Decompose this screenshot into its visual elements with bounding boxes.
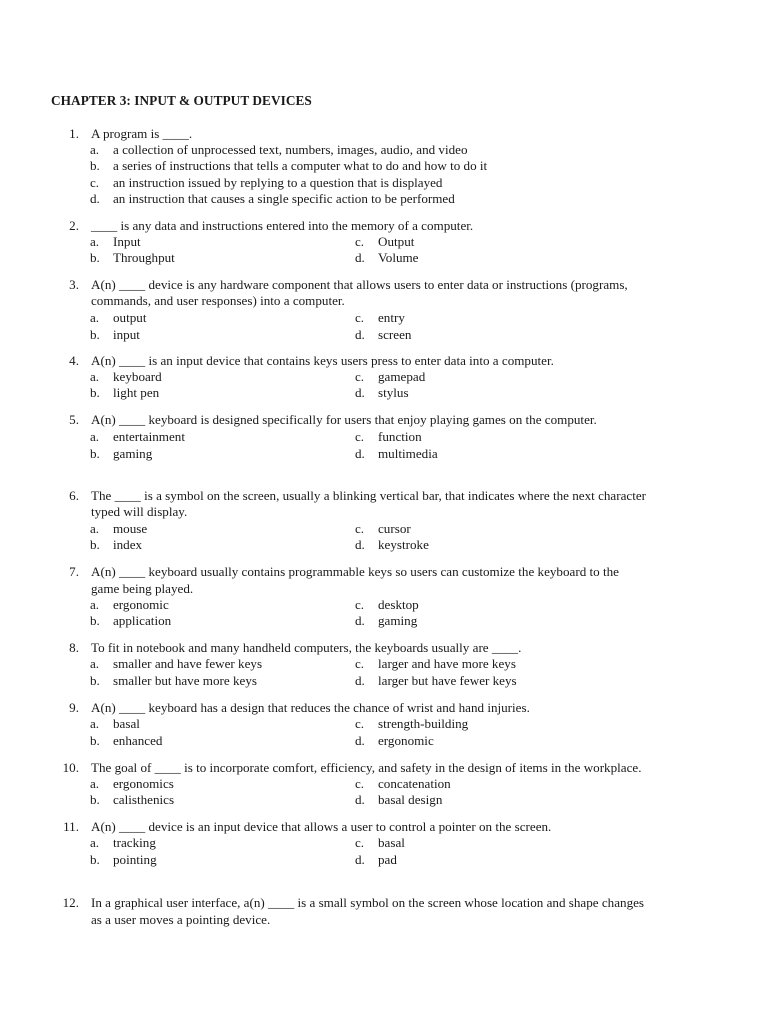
option-letter: b. (90, 673, 100, 688)
option-a (90, 369, 162, 385)
option-text: ergonomic (378, 733, 434, 748)
option-letter: a. (90, 429, 100, 444)
question-text: The goal of ____ is to incorporate comfort, efficiency, and safety in the design of items in the workplace. (91, 760, 642, 775)
option-text: pad (378, 852, 397, 867)
question-text: commands, and user responses) into a computer. (91, 293, 345, 308)
option-c (355, 429, 422, 445)
question-number: 4. (69, 353, 79, 368)
option-a (90, 835, 156, 851)
question-text: A(n) ____ keyboard has a design that reduces the chance of wrist and hand injuries. (91, 700, 530, 715)
question-text: game being played. (91, 581, 194, 596)
option-text: Throughput (113, 250, 175, 265)
option-text: multimedia (378, 446, 438, 461)
option-letter: c. (355, 835, 365, 850)
question-text: A(n) ____ keyboard usually contains programmable keys so users can customize the keyboard to the (91, 564, 619, 579)
option-text: input (113, 327, 140, 342)
option-letter: d. (355, 250, 365, 265)
option-letter: c. (355, 521, 365, 536)
option-text: enhanced (113, 733, 163, 748)
option-letter: b. (90, 792, 100, 807)
option-d (355, 446, 438, 462)
option-letter: c. (355, 776, 365, 791)
option-a (90, 597, 169, 613)
question-text: A(n) ____ device is an input device that allows a user to control a pointer on the screen. (91, 819, 552, 834)
option-letter: b. (90, 613, 100, 628)
option-a (90, 234, 141, 250)
option-a (90, 776, 174, 792)
option-letter: d. (355, 673, 365, 688)
option-text: keystroke (378, 537, 429, 552)
option-letter: d. (355, 385, 365, 400)
option-letter: b. (90, 852, 100, 867)
option-letter: d. (355, 613, 365, 628)
option-c (355, 776, 451, 792)
option-letter: a. (90, 597, 100, 612)
option-text: pointing (113, 852, 157, 867)
chapter-title: CHAPTER 3: INPUT & OUTPUT DEVICES (51, 93, 312, 108)
option-text: mouse (113, 521, 148, 536)
option-a (90, 656, 262, 672)
option-b (90, 537, 142, 553)
option-b (90, 673, 257, 689)
option-text: an instruction issued by replying to a question that is displayed (113, 175, 443, 190)
option-letter: c. (90, 175, 100, 190)
option-d (355, 327, 411, 343)
option-text: Output (378, 234, 415, 249)
question-text: A(n) ____ device is any hardware component that allows users to enter data or instructions (programs, (91, 277, 628, 292)
option-letter: d. (355, 733, 365, 748)
question-number: 7. (69, 564, 79, 579)
option-a (90, 716, 140, 732)
question-number: 11. (63, 819, 79, 834)
option-text: basal design (378, 792, 443, 807)
option-letter: c. (355, 597, 365, 612)
option-text: concatenation (378, 776, 451, 791)
option-letter: d. (355, 327, 365, 342)
option-letter: a. (90, 776, 100, 791)
option-text: output (113, 310, 147, 325)
question-number: 5. (69, 412, 79, 427)
question-number: 3. (69, 277, 79, 292)
question-text: A(n) ____ keyboard is designed specifically for users that enjoy playing games on the computer. (91, 412, 597, 427)
option-text: application (113, 613, 172, 628)
option-c (355, 310, 405, 326)
option-letter: c. (355, 234, 365, 249)
option-text: larger and have more keys (378, 656, 516, 671)
option-text: ergonomic (113, 597, 169, 612)
option-text: light pen (113, 385, 160, 400)
option-c (355, 656, 516, 672)
option-letter: c. (355, 369, 365, 384)
option-text: strength-building (378, 716, 469, 731)
option-letter: a. (90, 310, 100, 325)
option-b (90, 446, 152, 462)
option-letter: c. (355, 656, 365, 671)
option-text: screen (378, 327, 412, 342)
option-letter: a. (90, 521, 100, 536)
question-text: The ____ is a symbol on the screen, usually a blinking vertical bar, that indicates where the next character (91, 488, 647, 503)
option-c (355, 597, 419, 613)
option-text: Input (113, 234, 141, 249)
option-a (90, 142, 468, 158)
option-letter: a. (90, 835, 100, 850)
question-number: 12. (62, 895, 79, 910)
option-letter: a. (90, 234, 100, 249)
option-b (90, 733, 162, 749)
option-c (355, 521, 411, 537)
option-letter: a. (90, 656, 100, 671)
option-letter: a. (90, 716, 100, 731)
question-number: 10. (62, 760, 79, 775)
question-number: 9. (69, 700, 79, 715)
option-text: entertainment (113, 429, 185, 444)
option-letter: b. (90, 385, 100, 400)
option-letter: b. (90, 733, 100, 748)
question-number: 6. (69, 488, 79, 503)
question-text: ____ is any data and instructions entered into the memory of a computer. (91, 218, 474, 233)
question-number: 1. (69, 126, 79, 141)
option-letter: b. (90, 327, 100, 342)
option-d (355, 250, 419, 266)
option-letter: a. (90, 142, 100, 157)
option-c (90, 175, 442, 191)
option-text: gaming (378, 613, 418, 628)
option-letter: b. (90, 250, 100, 265)
question-text: To fit in notebook and many handheld computers, the keyboards usually are ____. (91, 640, 522, 655)
option-letter: c. (355, 310, 365, 325)
option-d (355, 673, 517, 689)
question-text: In a graphical user interface, a(n) ____ is a small symbol on the screen whose location and shape changes (91, 895, 645, 910)
option-b (90, 852, 157, 868)
option-text: index (113, 537, 143, 552)
option-b (90, 158, 487, 174)
option-a (90, 521, 147, 537)
question-text: A(n) ____ is an input device that contains keys users press to enter data into a computer. (91, 353, 554, 368)
option-letter: b. (90, 158, 100, 173)
option-d (355, 733, 434, 749)
option-text: a series of instructions that tells a computer what to do and how to do it (113, 158, 488, 173)
option-a (90, 310, 146, 326)
option-c (355, 835, 405, 851)
option-text: calisthenics (113, 792, 175, 807)
option-letter: d. (355, 537, 365, 552)
option-d (355, 792, 442, 808)
option-b (90, 250, 175, 266)
option-b (90, 385, 159, 401)
option-letter: c. (355, 716, 365, 731)
option-letter: d. (355, 852, 365, 867)
option-text: cursor (378, 521, 411, 536)
option-c (355, 716, 468, 732)
option-d (355, 385, 409, 401)
option-letter: d. (355, 446, 365, 461)
option-text: stylus (378, 385, 409, 400)
option-letter: a. (90, 369, 100, 384)
option-text: larger but have fewer keys (378, 673, 517, 688)
option-text: tracking (113, 835, 156, 850)
option-text: an instruction that causes a single specific action to be performed (113, 191, 455, 206)
option-d (355, 613, 417, 629)
option-text: ergonomics (113, 776, 174, 791)
question-text: as a user moves a pointing device. (91, 912, 271, 927)
option-text: a collection of unprocessed text, numbers, images, audio, and video (113, 142, 468, 157)
option-letter: c. (355, 429, 365, 444)
option-c (355, 369, 425, 385)
option-letter: d. (90, 191, 100, 206)
option-d (355, 852, 397, 868)
question-text: A program is ____. (91, 126, 193, 141)
option-text: keyboard (113, 369, 162, 384)
question-number: 2. (69, 218, 79, 233)
option-b (90, 327, 140, 343)
option-text: entry (378, 310, 405, 325)
option-letter: b. (90, 537, 100, 552)
option-text: function (378, 429, 422, 444)
option-text: smaller but have more keys (113, 673, 257, 688)
option-text: desktop (378, 597, 419, 612)
option-letter: b. (90, 446, 100, 461)
question-number: 8. (69, 640, 79, 655)
option-b (90, 792, 174, 808)
option-text: smaller and have fewer keys (113, 656, 263, 671)
option-letter: d. (355, 792, 365, 807)
option-c (355, 234, 414, 250)
option-b (90, 613, 171, 629)
option-d (90, 191, 455, 207)
option-text: basal (378, 835, 405, 850)
question-text: typed will display. (91, 504, 188, 519)
option-text: Volume (378, 250, 419, 265)
option-d (355, 537, 429, 553)
option-text: gamepad (378, 369, 426, 384)
option-text: basal (113, 716, 140, 731)
option-text: gaming (113, 446, 153, 461)
option-a (90, 429, 185, 445)
